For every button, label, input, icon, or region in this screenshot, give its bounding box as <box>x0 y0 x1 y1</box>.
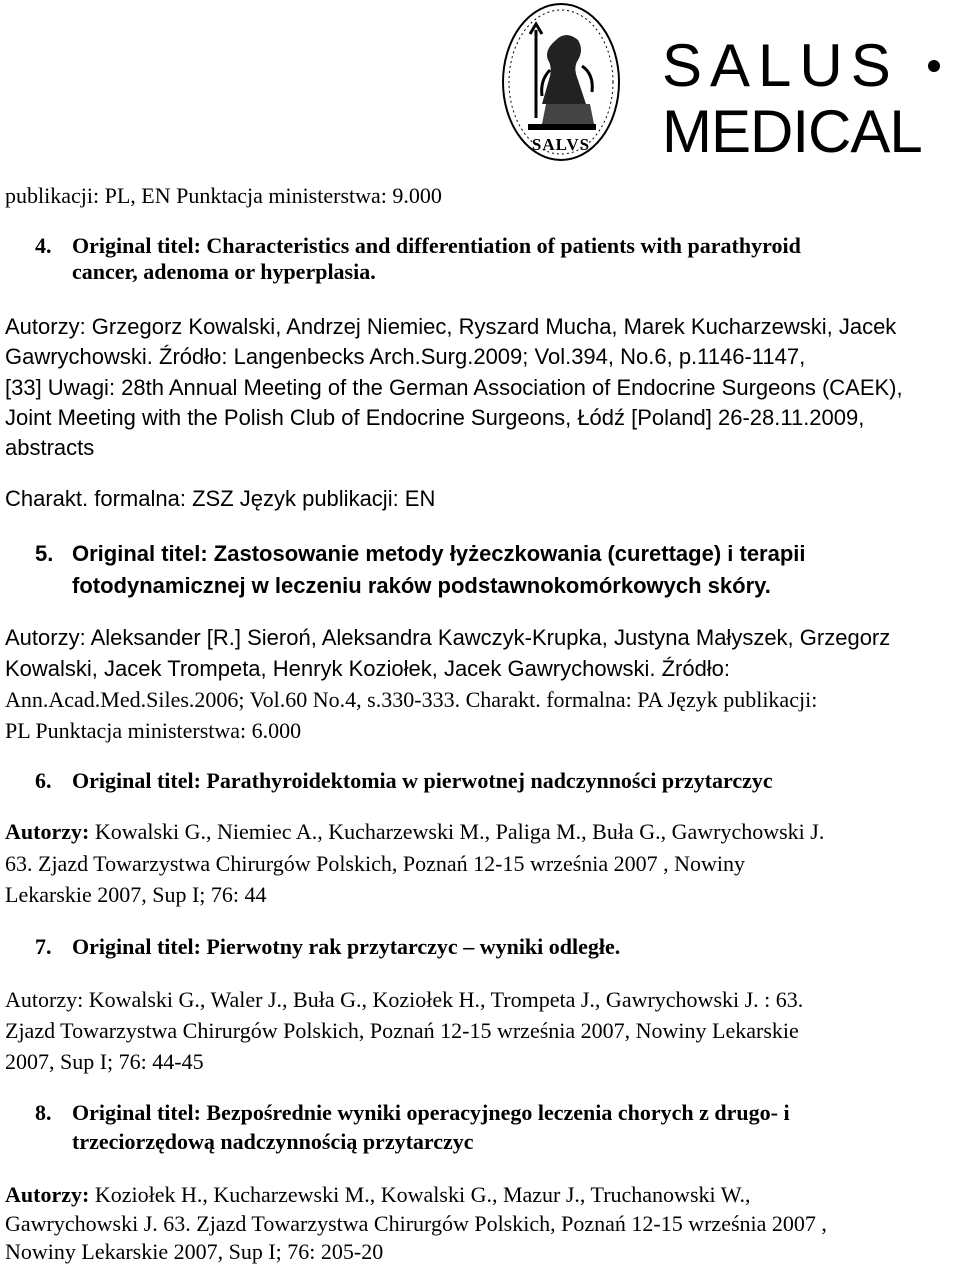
salus-coin-emblem <box>496 0 626 170</box>
entry-6-source-cont: Lekarskie 2007, Sup I; 76: 44 <box>5 882 267 907</box>
entry-5-number: 5. <box>35 541 54 566</box>
entry-7-title: Original titel: Pierwotny rak przytarczyc – wyniki odległe. <box>72 934 621 959</box>
entry-8-number: 8. <box>35 1100 52 1125</box>
entry-8-title: Original titel: Bezpośrednie wyniki operacyjnego leczenia chorych z drugo- i <box>72 1100 790 1125</box>
entry-6-authors <box>5 818 824 846</box>
entry-6-number: 6. <box>35 768 52 793</box>
entry-4-notes-end: abstracts <box>5 435 95 460</box>
svg-text:MEDICAL: MEDICAL <box>662 98 922 158</box>
entry-4-source: Gawrychowski. Źródło: Langenbecks Arch.Surg.2009; Vol.394, No.6, p.1146-1147, <box>5 344 806 369</box>
entry-8-source-cont: Nowiny Lekarskie 2007, Sup I; 76: 205-20 <box>5 1239 384 1264</box>
entry-7-source-cont: 2007, Sup I; 76: 44-45 <box>5 1049 204 1074</box>
entry-4-notes: [33] Uwagi: 28th Annual Meeting of the German Association of Endocrine Surgeons (CAEK), <box>5 375 903 400</box>
entry-4-number: 4. <box>35 233 52 258</box>
salus-medical-logo <box>496 0 960 170</box>
entry-8-source: Gawrychowski J. 63. Zjazd Towarzystwa Chirurgów Polskich, Poznań 12-15 września 2007 , <box>5 1211 827 1236</box>
entry-5-source: Ann.Acad.Med.Siles.2006; Vol.60 No.4, s.330-333. Charakt. formalna: PA Język publikacji: <box>5 687 818 712</box>
entry-7-number: 7. <box>35 934 52 959</box>
entry-5-title: Original titel: Zastosowanie metody łyżeczkowania (curettage) i terapii <box>72 541 806 566</box>
entry-5-score: PL Punktacja ministerstwa: 6.000 <box>5 718 302 743</box>
entry-5-authors-cont: Kowalski, Jacek Trompeta, Henryk Koziołek, Jacek Gawrychowski. Źródło: <box>5 656 731 681</box>
svg-text:SALVS: SALVS <box>531 135 591 154</box>
svg-text:SALUS: SALUS <box>662 32 899 99</box>
previous-entry-tail: publikacji: PL, EN Punktacja ministerstwa: 9.000 <box>5 183 442 208</box>
entry-6-source: 63. Zjazd Towarzystwa Chirurgów Polskich, Poznań 12-15 września 2007 , Nowiny <box>5 851 746 876</box>
entry-4-authors: Autorzy: Grzegorz Kowalski, Andrzej Niemiec, Ryszard Mucha, Marek Kucharzewski, Jacek <box>5 314 897 339</box>
entry-7-authors: Autorzy: Kowalski G., Waler J., Buła G., Koziołek H., Trompeta J., Gawrychowski J. : 63. <box>5 987 804 1012</box>
entry-6-title: Original titel: Parathyroidektomia w pierwotnej nadczynności przytarczyc <box>72 768 773 793</box>
entry-8-title-cont: trzeciorzędową nadczynnością przytarczyc <box>72 1129 474 1154</box>
entry-4-title: Original titel: Characteristics and differentiation of patients with parathyroid <box>72 233 801 258</box>
salus-medical-wordmark <box>658 30 958 158</box>
entry-5-title-cont: fotodynamicznej w leczeniu raków podstawnokomórkowych skóry. <box>72 573 771 598</box>
entry-4-title-cont: cancer, adenoma or hyperplasia. <box>72 259 376 284</box>
authors-label: Autorzy: <box>5 819 90 844</box>
entry-7-source: Zjazd Towarzystwa Chirurgów Polskich, Poznań 12-15 września 2007, Nowiny Lekarskie <box>5 1018 799 1043</box>
entry-6-authors-list: Kowalski G., Niemiec A., Kucharzewski M., Paliga M., Buła G., Gawrychowski J. <box>89 819 825 844</box>
authors-label: Autorzy: <box>5 1182 90 1207</box>
entry-8-authors <box>5 1181 750 1209</box>
entry-8-authors-list: Koziołek H., Kucharzewski M., Kowalski G., Mazur J., Truchanowski W., <box>89 1182 751 1207</box>
entry-5-authors: Autorzy: Aleksander [R.] Sieroń, Aleksandra Kawczyk-Krupka, Justyna Małyszek, Grzegorz <box>5 625 891 650</box>
entry-4-notes-cont: Joint Meeting with the Polish Club of Endocrine Surgeons, Łódź [Poland] 26-28.11.2009, <box>5 405 865 430</box>
entry-4-classification: Charakt. formalna: ZSZ Język publikacji: EN <box>5 486 436 511</box>
